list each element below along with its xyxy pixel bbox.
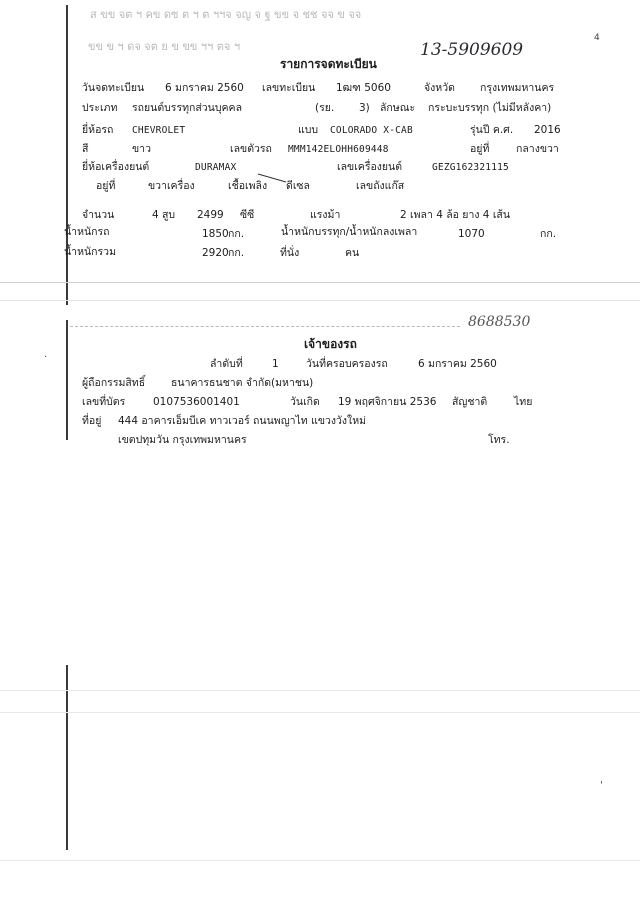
rs-value: 3) [359,102,370,114]
possession-date: 6 มกราคม 2560 [418,358,497,370]
seats-unit: คน [345,247,360,259]
dashed-divider [70,326,460,327]
cc-value: 2499 [197,209,224,221]
header-noise: ส ขข จต ฯ คข ดซ ต ฯ ต ฯฯจ จญ จ ฐ ขข จ ชช จจ ข จจ [90,8,362,21]
qty-label: จำนวน [82,209,115,221]
chassis-location-label: อยู่ที่ [470,143,490,155]
holder-name: ธนาคารธนชาต จำกัด(มหาชน) [171,377,314,389]
color: ขาว [132,143,151,155]
reg-no-label: เลขทะเบียน [262,82,316,94]
address-line-1: 444 อาคารเอ็มบีเค ทาวเวอร์ ถนนพญาไท แขวงวังใหม่ [118,415,367,427]
registration-heading: รายการจดทะเบียน [280,57,377,71]
model-year: 2016 [534,124,561,136]
left-margin-line [66,5,68,305]
load-label: น้ำหนักบรรทุก/น้ำหนักลงเพลา [281,226,418,238]
hp-label: แรงม้า [310,209,341,221]
engine-no-label: เลขเครื่องยนต์ [337,161,403,173]
fuel-label: เชื้อเพลิง [228,180,268,192]
page-mark: 4 [594,33,600,43]
chassis-number: MMM142ELOHH609448 [288,144,389,155]
rs-label: (รย. [315,102,335,114]
nationality: ไทย [514,396,533,408]
order-label: ลำดับที่ [210,358,243,370]
cc-label: ซีซี [240,209,255,221]
faint-rule-2 [0,712,640,713]
margin-dot: · [44,352,48,363]
possession-label: วันที่ครอบครองรถ [306,358,388,370]
address-label: ที่อยู่ [82,415,102,427]
order-number: 1 [272,358,279,370]
card-label: เลขที่บัตร [82,396,126,408]
style-label: ลักษณะ [380,102,416,114]
brand: CHEVROLET [132,125,186,136]
brand-label: ยี่ห้อรถ [82,124,114,136]
engine-number: GEZG162321115 [432,162,509,173]
left-margin-line-2 [66,320,68,440]
birth-date: 19 พฤศจิกายน 2536 [338,396,437,408]
header-noise-2: ขข ข ฯ ดจ จต ย ข ขข ฯฯ ตจ ฯ [88,40,241,53]
reg-date-label: วันจดทะเบียน [82,82,145,94]
chassis-location: กลางขวา [516,143,559,155]
weight-unit: กก. [228,228,245,240]
engine-brand-label: ยี่ห้อเครื่องยนต์ [82,161,150,173]
vehicle-type: รถยนต์บรรทุกส่วนบุคคล [132,102,242,114]
year-label: รุ่นปี ค.ศ. [470,124,514,136]
vehicle-weight: 1850 [202,228,229,240]
owner-heading: เจ้าของรถ [304,337,357,351]
cylinders: 4 สูบ [152,209,176,221]
faint-rule-3 [0,860,640,861]
color-label: สี [82,143,89,155]
load-weight: 1070 [458,228,485,240]
engine-location-label: อยู่ที่ [96,180,116,192]
faint-rule [0,690,640,691]
section-rule-2 [0,300,640,301]
pen-tick-mark [256,170,290,184]
address-line-2: เขตปทุมวัน กรุงเทพมหานคร [118,434,247,446]
gas-tank-label: เลขถังแก๊ส [356,180,405,192]
model-label: แบบ [298,124,319,136]
province: กรุงเทพมหานคร [480,82,555,94]
fuel: ดีเซล [286,180,310,192]
load-unit: กก. [540,228,557,240]
chassis-label: เลขตัวรถ [230,143,272,155]
birth-label: วันเกิด [290,396,320,408]
total-weight-unit: กก. [228,247,245,259]
weight-label: น้ำหนักรถ [64,226,110,238]
type-label: ประเภท [82,102,118,114]
total-weight-label: น้ำหนักรวม [64,246,116,258]
reg-no: 1ฒฑ 5060 [336,82,391,94]
engine-brand: DURAMAX [195,162,237,173]
province-label: จังหวัด [424,82,455,94]
holder-label: ผู้ถือกรรมสิทธิ์ [82,377,146,389]
handwritten-reference: 13-5909609 [420,40,524,60]
reg-date: 6 มกราคม 2560 [165,82,244,94]
total-weight: 2920 [202,247,229,259]
model: COLORADO X-CAB [330,125,413,136]
vehicle-style: กระบะบรรทุก (ไม่มีหลังคา) [428,102,552,114]
nationality-label: สัญชาติ [452,396,488,408]
left-margin-line-3 [66,665,68,850]
stray-number: 8688530 [468,314,531,330]
seats-label: ที่นั่ง [280,247,300,259]
engine-location: ขวาเครื่อง [148,180,195,192]
axles-tires: 2 เพลา 4 ล้อ ยาง 4 เส้น [400,209,510,221]
margin-tick: ' [600,780,603,791]
card-number: 0107536001401 [153,396,240,408]
phone-label: โทร. [488,434,510,446]
section-rule [0,282,640,283]
